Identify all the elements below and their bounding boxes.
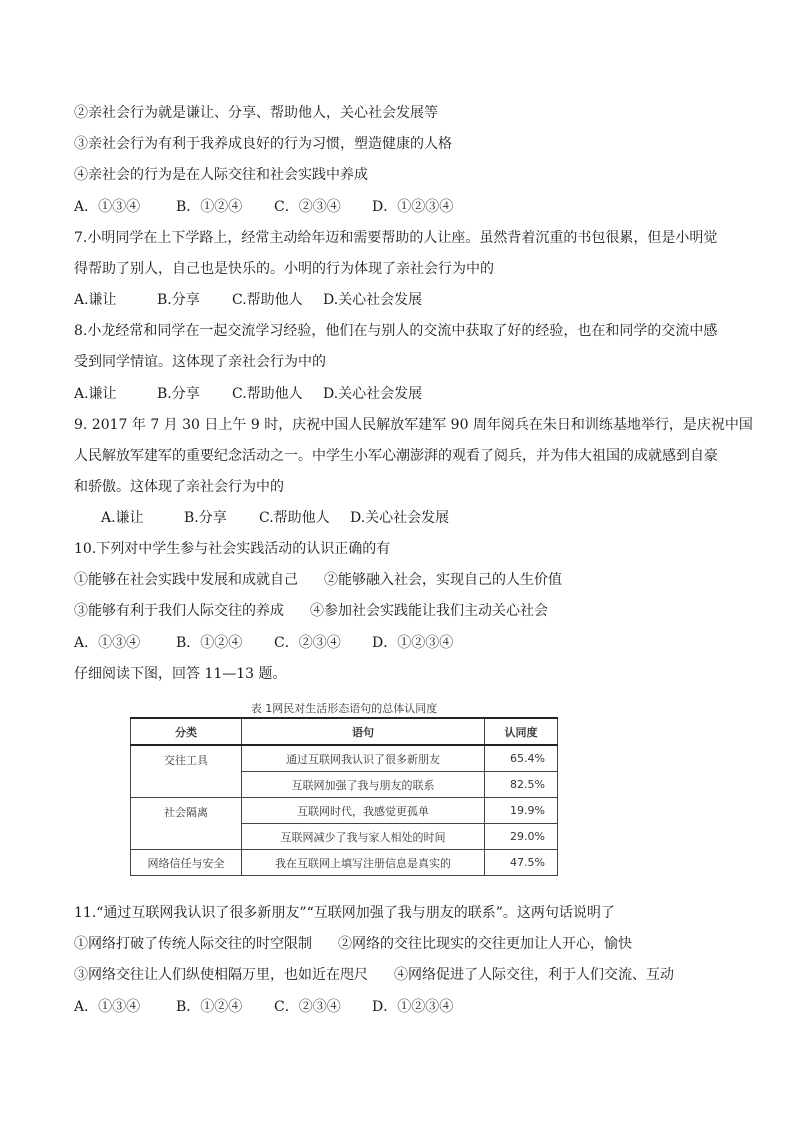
q10-options: [74, 634, 453, 652]
value-cell: 19.9%: [485, 798, 558, 824]
option-b: B．①②④: [176, 199, 243, 215]
q9-text-3: 和骄傲。这体现了亲社会行为中的: [74, 479, 284, 495]
statement-cell: 通过互联网我认识了很多新朋友: [242, 745, 485, 772]
q8-options: [74, 385, 422, 403]
option-a: A．①③④: [74, 635, 141, 651]
q11-text: 11.“通过互联网我认识了很多新朋友”“互联网加强了我与朋友的联系”。这两句话说明了: [74, 905, 615, 921]
table-caption: 表 1网民对生活形态语句的总体认同度: [250, 702, 438, 715]
q11-statements-row-1: [74, 935, 632, 953]
q8-text-1: 8.小龙经常和同学在一起交流学习经验，他们在与别人的交流中获取了好的经验，也在和同学的交流中感: [74, 323, 718, 339]
statement-cell: 我在互联网上填写注册信息是真实的: [242, 850, 485, 876]
option-d: D．①②③④: [372, 635, 454, 651]
option-c: C.帮助他人: [259, 510, 330, 526]
option-b: B.分享: [184, 510, 227, 526]
option-d: D.关心社会发展: [350, 510, 450, 526]
statement-1: ①能够在社会实践中发展和成就自己: [74, 572, 298, 588]
q7-options: [74, 291, 422, 309]
option-a: A．①③④: [74, 999, 141, 1015]
option-a: A.谦让: [74, 292, 117, 308]
table-row: [131, 798, 558, 824]
option-d: D．①②③④: [372, 999, 454, 1015]
table-row: [131, 745, 558, 772]
value-cell: 29.0%: [485, 824, 558, 850]
q7-text-2: 得帮助了别人，自己也是快乐的。小明的行为体现了亲社会行为中的: [74, 261, 494, 277]
statement-4: ④网络促进了人际交往，利于人们交流、互动: [394, 967, 674, 983]
value-cell: 47.5%: [485, 850, 558, 876]
line-statement-4: ④亲社会的行为是在人际交往和社会实践中养成: [74, 167, 368, 183]
q7-text-1: 7.小明同学在上下学路上，经常主动给年迈和需要帮助的人让座。虽然背着沉重的书包很累，但是小明觉: [74, 230, 718, 246]
statement-cell: 互联网减少了我与家人相处的时间: [242, 824, 485, 850]
value-cell: 65.4%: [485, 745, 558, 772]
q9-text-2: 人民解放军建军的重要纪念活动之一。中学生小军心潮澎湃的观看了阅兵，并为伟大祖国的成就感到自豪: [74, 448, 718, 464]
statement-3: ③能够有利于我们人际交往的养成: [74, 603, 284, 619]
option-c: C.帮助他人: [232, 386, 303, 402]
q10-statements-row-2: [74, 602, 548, 620]
line-statement-2: ②亲社会行为就是谦让、分享、帮助他人，关心社会发展等: [74, 105, 438, 121]
option-c: C．②③④: [274, 199, 341, 215]
header-statement: 语句: [242, 718, 485, 745]
table-header-row: [131, 718, 558, 745]
category-cell: 网络信任与安全: [131, 850, 242, 876]
statement-cell: 互联网时代，我感觉更孤单: [242, 798, 485, 824]
q11-statements-row-2: [74, 966, 674, 984]
header-category: 分类: [131, 718, 242, 745]
survey-table: [130, 717, 558, 876]
q11-options: [74, 998, 453, 1016]
option-b: B.分享: [157, 386, 200, 402]
category-cell: 社会隔离: [131, 798, 242, 850]
option-d: D.关心社会发展: [323, 386, 423, 402]
option-a: A.谦让: [74, 386, 117, 402]
option-a: A.谦让: [101, 510, 144, 526]
option-d: D.关心社会发展: [323, 292, 423, 308]
read-figure-instruction: 仔细阅读下图，回答 11—13 题。: [74, 666, 287, 682]
option-d: D．①②③④: [372, 199, 454, 215]
header-agreement: 认同度: [485, 718, 558, 745]
statement-4: ④参加社会实践能让我们主动关心社会: [310, 603, 548, 619]
option-a: A．①③④: [74, 199, 141, 215]
q8-text-2: 受到同学情谊。这体现了亲社会行为中的: [74, 354, 326, 370]
option-b: B．①②④: [176, 635, 243, 651]
option-c: C.帮助他人: [232, 292, 303, 308]
q10-statements-row-1: [74, 571, 562, 589]
statement-2: ②网络的交往比现实的交往更加让人开心，愉快: [338, 936, 632, 952]
q10-text: 10.下列对中学生参与社会实践活动的认识正确的有: [74, 541, 391, 557]
statement-cell: 互联网加强了我与朋友的联系: [242, 772, 485, 798]
table-row: [131, 850, 558, 876]
q6-options: [74, 198, 453, 216]
option-c: C．②③④: [274, 635, 341, 651]
option-b: B.分享: [157, 292, 200, 308]
line-statement-3: ③亲社会行为有利于我养成良好的行为习惯，塑造健康的人格: [74, 136, 452, 152]
q9-text-1: 9. 2017 年 7 月 30 日上午 9 时，庆祝中国人民解放军建军 90 周年阅兵在朱日和训练基地举行，是庆祝中国: [74, 417, 753, 433]
q9-options: [101, 509, 449, 527]
option-c: C．②③④: [274, 999, 341, 1015]
statement-1: ①网络打破了传统人际交往的时空限制: [74, 936, 312, 952]
value-cell: 82.5%: [485, 772, 558, 798]
option-b: B．①②④: [176, 999, 243, 1015]
category-cell: 交往工具: [131, 745, 242, 798]
statement-2: ②能够融入社会，实现自己的人生价值: [324, 572, 562, 588]
statement-3: ③网络交往让人们纵使相隔万里，也如近在咫尺: [74, 967, 368, 983]
